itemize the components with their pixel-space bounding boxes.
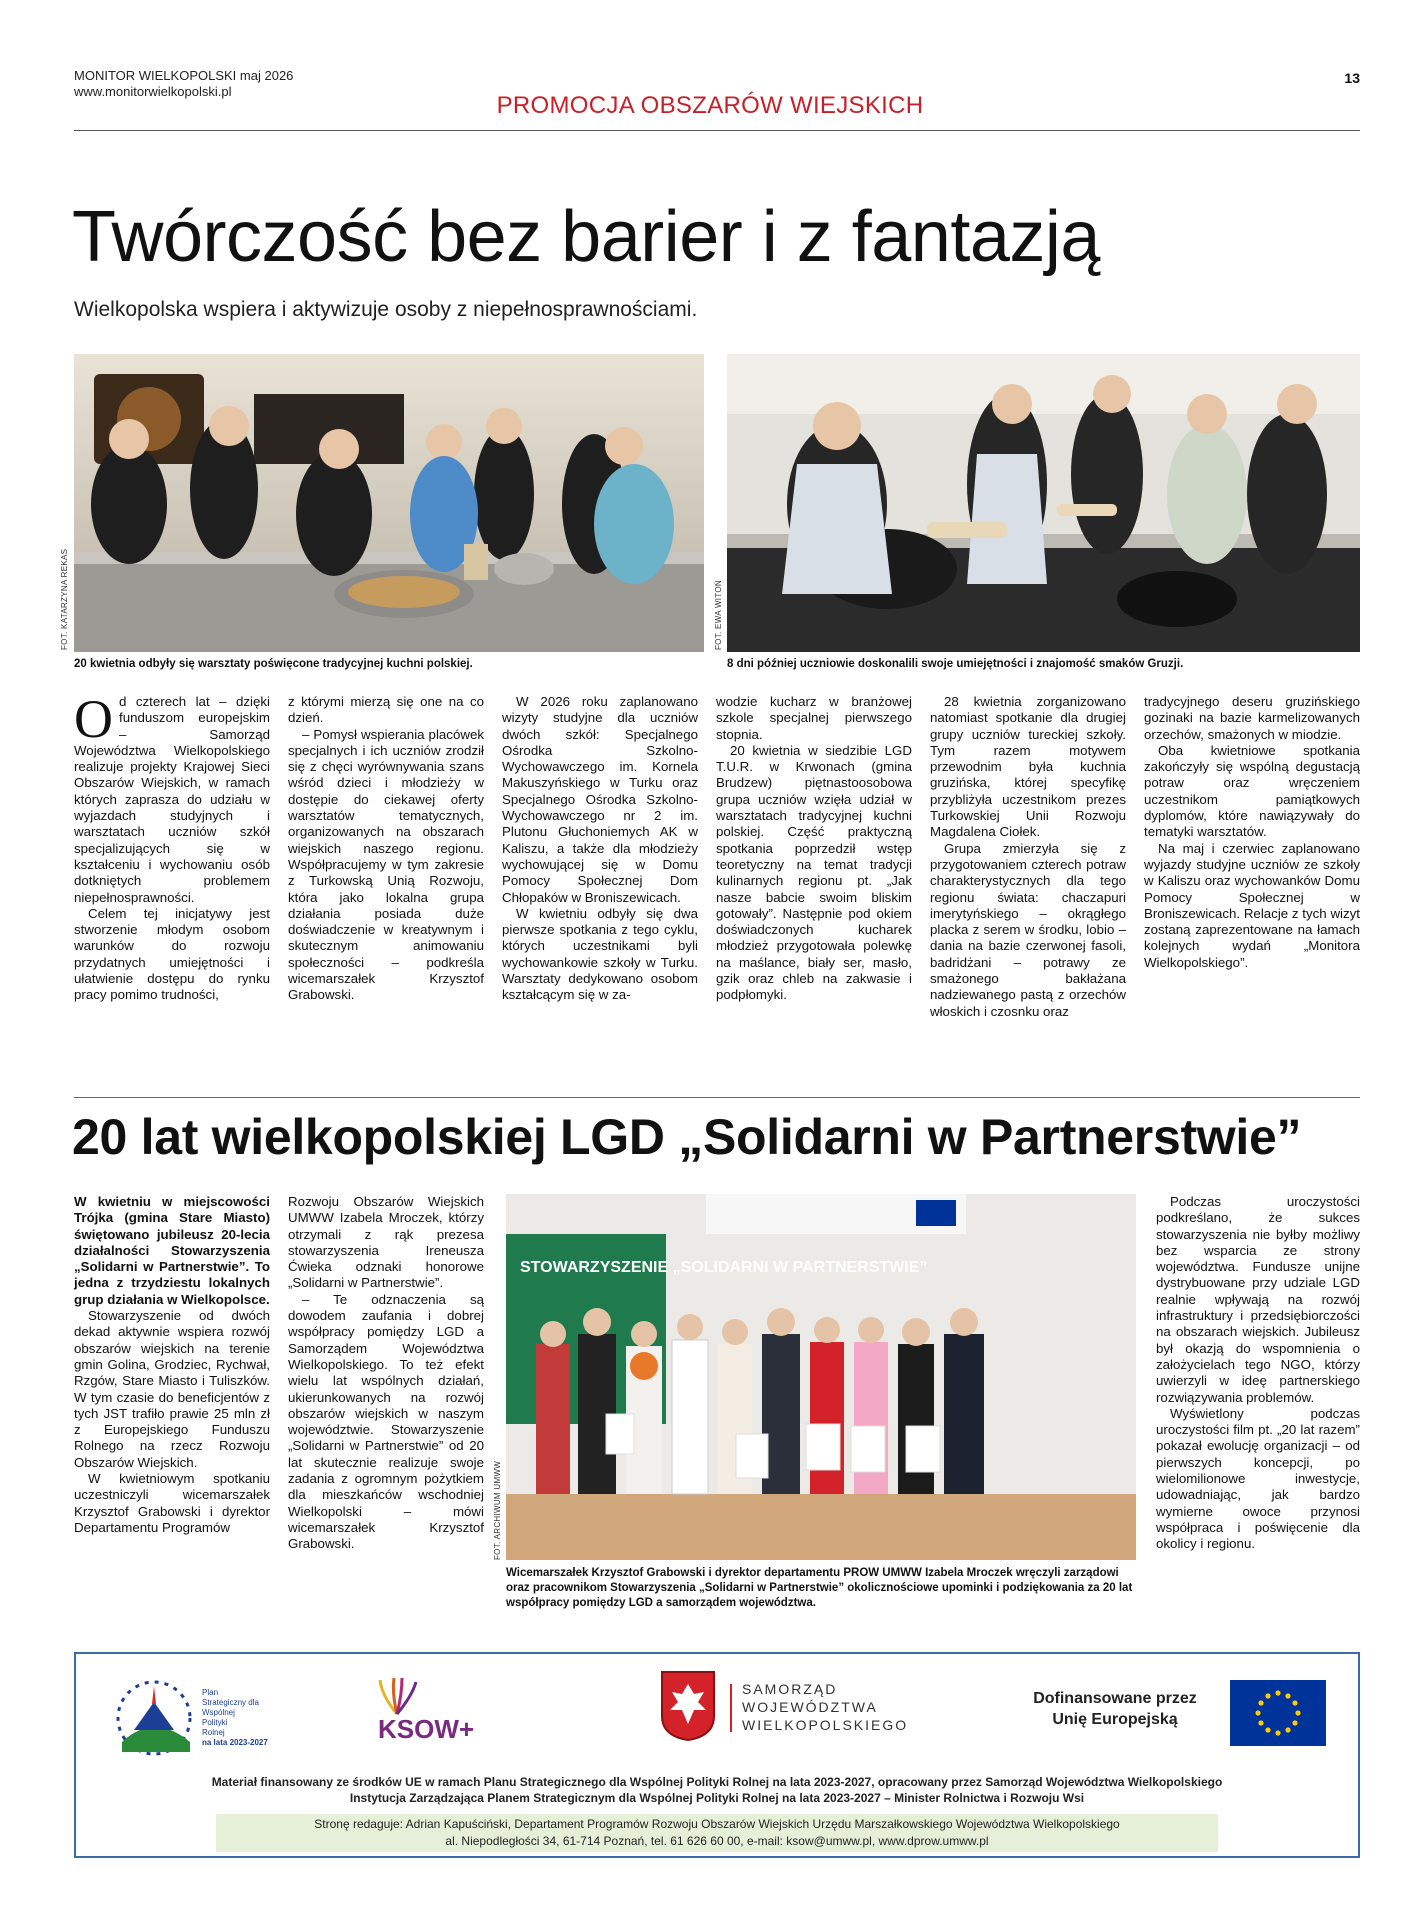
article1-title: Twórczość bez barier i z fantazją: [72, 197, 1100, 277]
financing-line: Materiał finansowany ze środków UE w ramach Planu Strategicznego dla Wspólnej Polityki Rolnej na lata 2023-2027, opracowany przez Samorząd Województwa Wielkopolskiego: [211, 1775, 1223, 1789]
photo-georgian-cuisine: [727, 354, 1360, 652]
psrp-logo: [108, 1672, 298, 1762]
article1-para: Oba kwietniowe spotkania zakończyły się wspólną degustacją potraw oraz wręczeniem uczestnikom pamiątkowych dyplomów, które nawiązywały do tematyki warsztatów.: [1144, 742, 1360, 840]
psrp-line: Wspólnej: [202, 1708, 235, 1717]
article2-para: Podczas uroczystości podkreślano, że sukces stowarzyszenia nie byłby możliwy bez wsparcia ze strony województwa. Fundusze unijne dystrybuowane przy udziale LGD realnie wpływają na rozwój infrastruktury i przedsiębiorczości na obszarach wiejskich. Jubileusz był okazją do wspomnienia o założycielach tego NGO, którzy uwierzyli w ideę partnerskiego rozwiązywania problemów.: [1156, 1194, 1360, 1405]
article1-para: 28 kwietnia zorganizowano natomiast spotkanie dla drugiej grupy uczniów tureckiej szkoły. Tym razem motywem przewodnim była kuchnia gruzińska, której specyfikę przybliżyła uczestnikom prezes Turkowskiej Unii Rozwoju Magdalena Ciołek.: [930, 694, 1126, 840]
photo2-caption: 8 dni później uczniowie doskonalili swoje umiejętności i znajomość smaków Gruzji.: [727, 658, 1184, 670]
article2-para: Stowarzyszenie od dwóch dekad aktywnie wspiera rozwój obszarów wiejskich na terenie gmin Golina, Grodziec, Rychwał, Rzgów, Stare Miasto i Tuliszków. W tym czasie do beneficjentów z tych JST trafiło prawie 25 mln zł z Europejskiego Funduszu Rolnego na rzecz Rozwoju Obszarów Wiejskich.: [74, 1308, 270, 1470]
publication-name: MONITOR WIELKOPOLSKI: [74, 68, 237, 83]
eu-logo: [1020, 1680, 1340, 1750]
article1-para: tradycyjnego deseru gruzińskiego gozinaki na bazie karmelizowanych orzechów, smażonych w miodzie.: [1144, 694, 1360, 742]
financing-line: Instytucja Zarządzająca Planem Strategicznym dla Wspólnej Polityki Rolnej na lata 2023-2027 – Minister Rolnictwa i Rozwoju Wsi: [349, 1791, 1085, 1805]
banner-text: STOWARZYSZENIE „SOLIDARNI W PARTNERSTWIE”: [520, 1259, 928, 1276]
psrp-line: Rolnej: [202, 1728, 225, 1737]
photo1-credit: FOT. KATARZYNA REKAS: [60, 548, 69, 650]
article2-col4: [1156, 1194, 1360, 1553]
editor-line: Stronę redaguje: Adrian Kapuściński, Departament Programów Rozwoju Obszarów Wiejskich Urzędu Marszałkowskiego Województwa Wielkopolskiego: [314, 1817, 1120, 1831]
issue-date: maj 2026: [239, 68, 294, 83]
ksow-wordmark: KSOW+: [378, 1714, 475, 1744]
article1-para: Na maj i czerwiec zaplanowano wyjazdy studyjne uczniów ze szkoły w Kaliszu oraz wychowanków Domu Pomocy Społecznej w Broniszewicach. Relacje z tych wizyt zostaną zaprezentowane na łamach kolejnych wydań „Monitora Wielkopolskiego”.: [1144, 840, 1360, 970]
header-divider: [74, 130, 1360, 131]
editor-note: [216, 1814, 1218, 1852]
article1-subtitle: Wielkopolska wspiera i aktywizuje osoby z niepełnosprawnościami.: [74, 298, 698, 321]
eu-line: Dofinansowane przez: [1033, 1690, 1197, 1707]
photo-polish-cuisine: [74, 354, 704, 652]
article1-para: wodzie kucharz w branżowej szkole specjalnej pierwszego stopnia.: [716, 694, 912, 742]
samorzad-logo: [660, 1670, 940, 1760]
article1-para: 20 kwietnia w siedzibie LGD T.U.R. w Krwonach (gmina Brudzew) piętnastoosobowa grupa uczniów wzięła udział w warsztatach tradycyjnej kuchni polskiej. Część praktyczną spotkania poprzedził wstęp teoretyczny na temat tradycji kulinarnych regionu pt. „Jak nasze babcie swoim bliskim gotowały”. Następnie pod okiem doświadczonych kucharek młodzież przygotowała polewkę na maślance, biały ser, masło, gzik oraz chleb na zakwasie i podpłomyki.: [716, 742, 912, 1003]
photo2-credit: FOT. EWA WITOŃ: [714, 580, 723, 650]
samorzad-line: SAMORZĄD: [742, 1681, 838, 1697]
photo-anniversary-group: [506, 1194, 1136, 1560]
article1-para-lead: [74, 689, 270, 906]
article-divider: [74, 1097, 1360, 1098]
article1-col5: [930, 694, 1126, 1020]
article1-col3: [502, 694, 698, 1004]
eagle-coat-of-arms-icon: [660, 1670, 716, 1742]
psrp-emblem-icon: [108, 1672, 208, 1762]
footer-box: [74, 1652, 1360, 1858]
samorzad-divider: [730, 1684, 732, 1732]
lead-text: d czterech lat – dzięki funduszom europejskim – Samorząd Województwa Wielkopolskiego realizuje projekty Krajowej Sieci Obszarów Wiejskich, w ramach których zaprasza do udziału w wyjazdach studyjnych i warsztatach uczniów szkół specjalizujących się w kształceniu i wychowaniu osób dotkniętych problemem niepełnosprawności.: [74, 694, 270, 905]
eu-line: Unię Europejską: [1052, 1711, 1178, 1728]
article1-col4: [716, 694, 912, 1004]
article1-col6: [1144, 694, 1360, 971]
article1-para: W kwietniu odbyły się dwa pierwsze spotkania z tego cyklu, których uczestnikami byli wychowankowie szkoły w Turku. Warsztaty dedykowano osobom kształcącym się w za-: [502, 905, 698, 1003]
ksow-grain-icon: [372, 1676, 422, 1716]
site-url[interactable]: www.monitorwielkopolski.pl: [74, 84, 232, 99]
ksow-logo: [372, 1676, 532, 1756]
article1-para: W 2026 roku zaplanowano wizyty studyjne dla uczniów dwóch szkół: Specjalnego Ośrodka Szkolno-Wychowawczego im. Kornela Makuszyńskiego w Turku oraz Specjalnego Ośrodka Szkolno-Wychowawczego nr 2 im. Plutonu Głuchoniemych AK w Kaliszu, a także dla młodzieży wychowującej się w Domu Pomocy Społecznej Dom Chłopaków w Broniszewicach.: [502, 694, 698, 905]
article1-para: z którymi mierzą się one na co dzień.: [288, 694, 484, 726]
psrp-line: na lata 2023-2027: [202, 1738, 268, 1747]
article2-title: 20 lat wielkopolskiej LGD „Solidarni w Partnerstwie”: [72, 1109, 1302, 1165]
psrp-text: [202, 1688, 268, 1748]
samorzad-line: WOJEWÓDZTWA: [742, 1699, 878, 1715]
article2-col2: [288, 1194, 484, 1553]
article2-lead: W kwietniu w miejscowości Trójka (gmina Stare Miasto) świętowano jubileusz 20-lecia działalności Stowarzyszenia „Solidarni w Partnerstwie”. To jedna z trzydziestu lokalnych grup działania w Wielkopolsce.: [74, 1194, 270, 1307]
masthead-line: [74, 68, 293, 84]
psrp-line: Polityki: [202, 1718, 228, 1727]
psrp-line: Plan: [202, 1688, 219, 1697]
article2-para: Wyświetlony podczas uroczystości film pt. „20 lat razem” pokazał ewolucję organizacji – od pierwszych koncepcji, po wielomilionowe inwestycje, udowadniając, jak bardzo wymierne owoce przynosi współpraca i poświęcenie dla okolicy i regionu.: [1156, 1405, 1360, 1552]
samorzad-line: WIELKOPOLSKIEGO: [742, 1717, 909, 1733]
photo1-caption: 20 kwietnia odbyły się warsztaty poświęcone tradycyjnej kuchni polskiej.: [74, 658, 473, 670]
article2-col1: [74, 1194, 270, 1536]
article2-para: Rozwoju Obszarów Wiejskich UMWW Izabela Mroczek, którzy otrzymali z rąk prezesa stowarzyszenia Ireneusza Ćwieka odznaki honorowe „Solidarni w Partnerstwie”.: [288, 1194, 484, 1291]
article2-para: W kwietniowym spotkaniu uczestniczyli wicemarszałek Krzysztof Grabowski i dyrektor Departamentu Programów: [74, 1471, 270, 1535]
eu-flag-icon: [1230, 1680, 1326, 1746]
financing-note: [76, 1774, 1358, 1806]
eu-text: [1020, 1688, 1210, 1730]
article1-para: Grupa zmierzyła się z przygotowaniem czterech potraw charakterystycznych dla tego regionu świata: chaczapuri imerytyńskiego – okrągłego placka z serem w środku, lobio – dania na bazie czerwonej fasoli, badridżani – potrawy ze smażonego bakłażana nadziewanego pastą z orzechów włoskich i czosnku oraz: [930, 840, 1126, 1019]
article2-quote: – Te odznaczenia są dowodem zaufania i dobrej współpracy pomiędzy LGD a Samorządem Województwa Wielkopolskiego. To też efekt wielu lat wspólnych działań, ukierunkowanych na rozwój obszarów wiejskich w naszym województwie. Stowarzyszenie „Solidarni w Partnerstwie” od 20 lat skutecznie realizuje swoje zadania z ogromnym pożytkiem dla mieszkańców wschodniej Wielkopolski – mówi wicemarszałek Krzysztof Grabowski.: [288, 1291, 484, 1552]
article1-col2: [288, 694, 484, 1004]
psrp-line: Strategiczny dla: [202, 1698, 259, 1707]
photo3-credit: FOT. ARCHIWUM UMWW: [493, 1460, 502, 1560]
photo3-caption: Wicemarszałek Krzysztof Grabowski i dyrektor departamentu PROW UMWW Izabela Mroczek wręczyli zarządowi oraz pracownikom Stowarzyszenia „Solidarni w Partnerstwie” okolicznościowe upominki i podziękowania za 20 lat współpracy pomiędzy LGD a samorządem województwa.: [506, 1567, 1133, 1609]
dropcap: O: [74, 689, 113, 749]
article1-col1: [74, 689, 270, 1004]
article1-para: Celem tej inicjatywy jest stworzenie młodym osobom warunków do rozwoju przydatnych umiejętności i ułatwienie dostępu do rynku pracy pomimo trudności,: [74, 905, 270, 1003]
page-number: 13: [1344, 70, 1360, 86]
samorzad-text: [742, 1680, 908, 1734]
editor-contact[interactable]: al. Niepodległości 34, 61-714 Poznań, tel. 61 626 60 00, e-mail: ksow@umww.pl, www.dprow.umww.pl: [445, 1834, 989, 1848]
article1-quote: – Pomysł wspierania placówek specjalnych i ich uczniów zrodził się z chęci wyrównywania szans wśród dzieci i młodzieży w dostępie do ciekawej oferty warsztatów tematycznych, organizowanych na obszarach wiejskich naszego regionu. Współpracujemy w tym zakresie z Turkowską Unią Rozwoju, która jako lokalna grupa działania posiada duże doświadczenie w kreatywnym i skutecznym animowaniu społeczności – podkreśla wicemarszałek Krzysztof Grabowski.: [288, 726, 484, 1003]
section-title: PROMOCJA OBSZARÓW WIEJSKICH: [496, 92, 924, 119]
